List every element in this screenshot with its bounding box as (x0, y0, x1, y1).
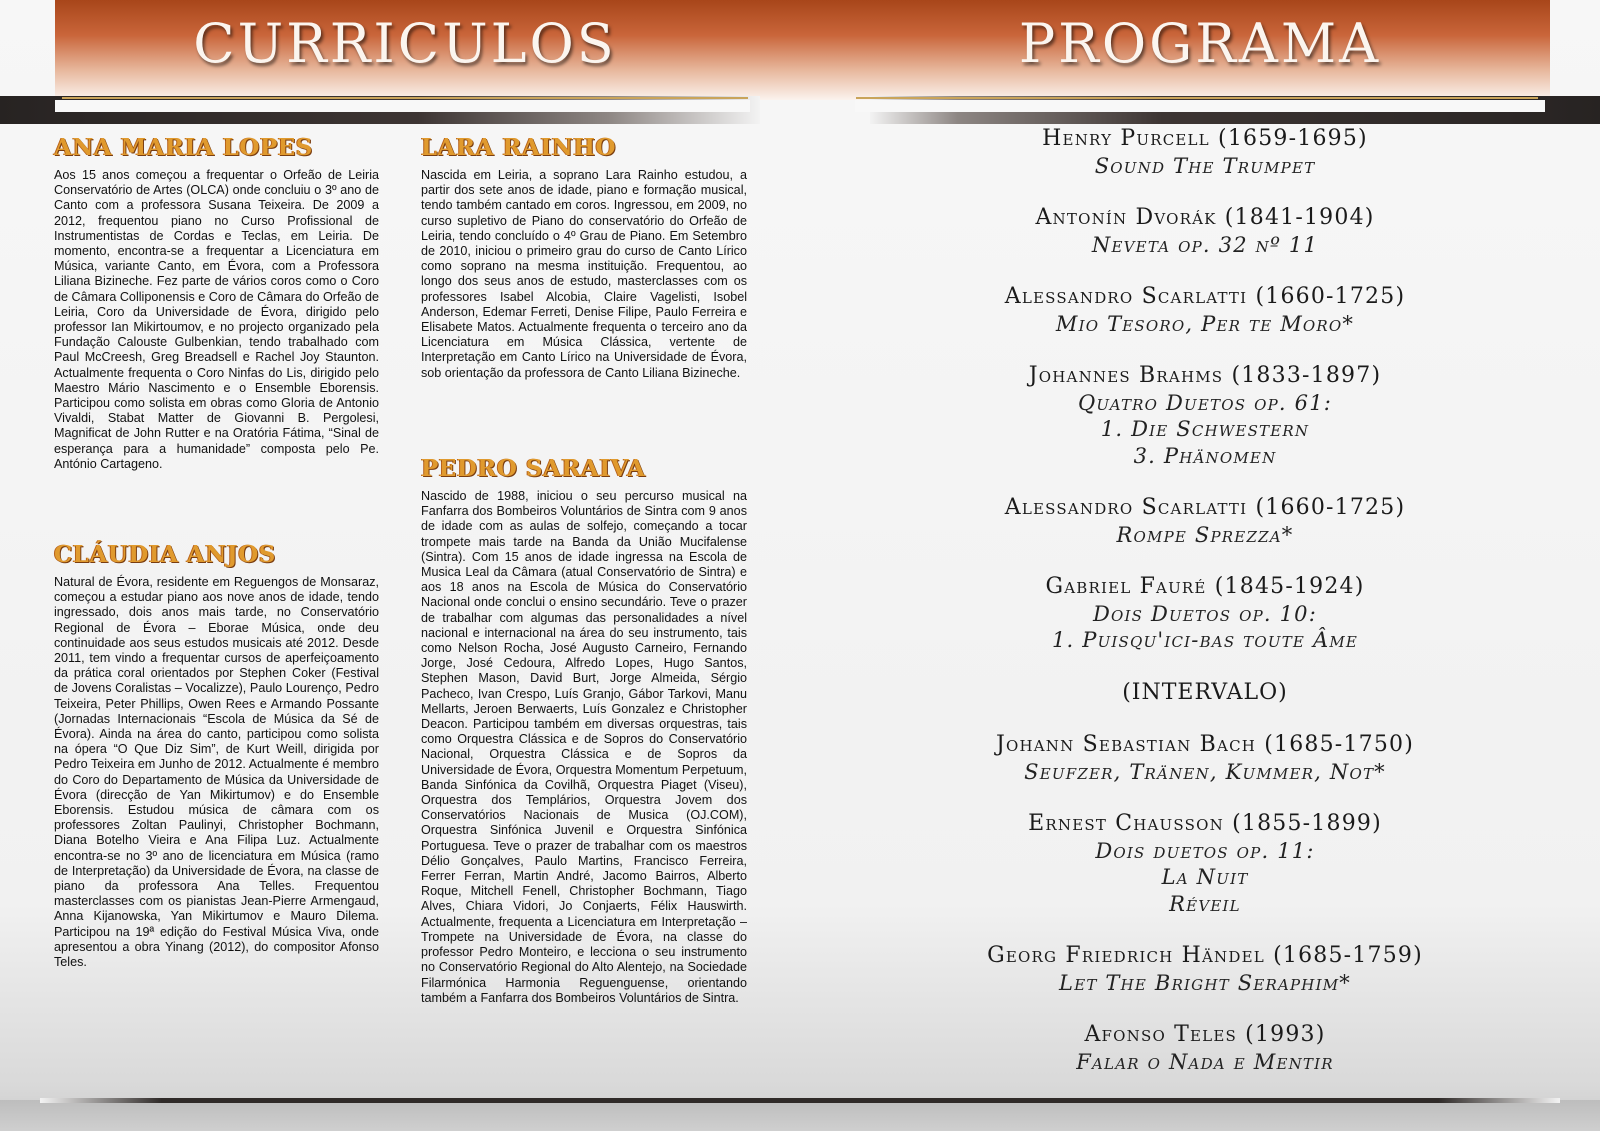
bio-claudia-anjos (54, 541, 379, 970)
bio-name: CLÁUDIA ANJOS (54, 541, 276, 568)
program-work: Sound The Trumpet (1094, 153, 1316, 178)
programa-title: PROGRAMA (1018, 12, 1382, 75)
program-composer: Henry Purcell (1659-1695) (1042, 126, 1368, 151)
program-work: Réveil (1169, 891, 1241, 916)
program-item (905, 943, 1505, 996)
program-work: Falar o Nada e Mentir (1076, 1049, 1334, 1074)
footer-dark-line (40, 1098, 1560, 1103)
bio-text: Nascido de 1988, iniciou o seu percurso musical na Fanfarra dos Bombeiros Voluntários de Sintra com 9 anos de idade com as aulas de solfejo, começando a tocar trompete mais tarde na Banda da União Mucifalense (Sintra). Com 15 anos de idade ingressa na Escola de Musica Leal da Câmara (atual Conservatório de Sintra) e aos 18 anos na Escola de Música do Conservatório Nacional onde conclui o ensino secundário. Teve o prazer de trabalhar com algumas das personalidades a nível nacional e internacional na área do seu instrumento, tais como Nelson Rocha, José Augusto Carneiro, Fernando Jorge, José Cedoura, Alfredo Lopes, Hugo Santos, Stephen Mason, David Burt, Jorge Almeida, Sérgio Pacheco, Ivan Crespo, Luís Granjo, Gábor Tarkovi, Manu Mellarts, Jeroen Berwaerts, Luís Gonzalez e Christopher Deacon. Participou também em diversas orquestras, tais como Orquestra Clássica e de Sopros do Conservatório Nacional, Orquestra Clássica e de Sopros da Universidade de Évora, Orquestra Momentum Perpetuum, Banda Sinfónica da Covilhã, Orquestra Piaget (Viseu), Orquestra dos Templários, Orquestra Jovem dos Conservatórios Nacionais de Musica (OJ.COM), Orquestra Sinfónica Juvenil e Orquestra Sinfónica Portuguesa. Teve o prazer de trabalhar com os maestros Délio Gonçalves, Paulo Martins, Francisco Ferreira, Ferrer Ferran, Martin André, Jacomo Bairros, Alberto Roque, Mitchell Fenell, Christopher Bochmann, Tiago Alves, Chiara Vidori, Jo Conjaerts, Félix Hauswirth. Actualmente, frequenta a Licenciatura em Interpretação – Trompete na Universidade de Évora, na classe do professor Pedro Monteiro, e lecciona o seu instrumento no Conservatório Regional do Alto Alentejo, na Sociedade Filarmónica Harmonia Reguenguense, orientando também a Fanfarra dos Bombeiros Voluntários de Sintra. (421, 489, 747, 1005)
gold-divider-left (62, 97, 748, 99)
program-composer: Georg Friedrich Händel (1685-1759) (987, 943, 1423, 968)
bio-text: Nascida em Leiria, a soprano Lara Rainho estudou, a partir dos sete anos de idade, piano e formação musical, tendo também cantado em coros. Ingressou, em 2009, no curso supletivo de Piano do conservatório do Orfeão de Leiria, tendo concluído o 4º Grau de Piano. Em Setembro de 2010, iniciou o primeiro grau do curso de Canto Lírico como soprano na mesma instituição. Frequentou, ao longo dos seus anos de estudo, masterclasses com os professores Isabel Alcobia, Claire Vagelisti, Isobel Anderson, Edemar Ferreti, Denise Filipe, Paulo Ferreira e Elisabete Matos. Actualmente frequenta o terceiro ano da Licenciatura em Música Clássica, vertente de Interpretação em Canto Lírico na Universidade de Évora, sob orientação da professora de Canto Liliana Bizineche. (421, 168, 747, 380)
program-item (905, 284, 1505, 337)
gold-divider-right (856, 97, 1538, 99)
program-composer: Afonso Teles (1993) (1084, 1022, 1326, 1047)
program-composer: Johannes Brahms (1833-1897) (1028, 363, 1382, 388)
bio-name: PEDRO SARAIVA (421, 455, 646, 482)
program-work: 1. Die Schwestern (1100, 417, 1310, 441)
header-strip-left (55, 100, 750, 112)
program-composer: Johann Sebastian Bach (1685-1750) (995, 732, 1415, 757)
program-item (905, 1022, 1505, 1075)
program-work: Let The Bright Seraphim* (1059, 970, 1351, 995)
program-work: Dois duetos op. 11: (1095, 838, 1315, 863)
program-item (905, 495, 1505, 548)
bio-text: Aos 15 anos começou a frequentar o Orfeão de Leiria Conservatório de Artes (OLCA) onde concluiu o 3º ano de Canto com a professora Susana Teixeira. De 2009 a 2012, frequentou piano no Curso Profissional de Instrumentistas de Cordas e Teclas, em Leiria. De momento, encontra-se a frequentar a Licenciatura em Música, variante Canto, em Évora, com a Professora Liliana Bizineche. Fez parte de vários coros como o Coro de Câmara Colliponensis e Coro de Câmara do Orfeão de Leiria, Coro da Universidade de Évora, dirigido pelo professor Ian Mikirtoumov, e no projecto organizado pela Fundação Calouste Gulbenkian, tendo trabalhado com Paul McCreesh, Greg Breadsell e Rachel Joy Staunton. Actualmente frequenta o Coro Ninfas do Lis, dirigido pelo Maestro Mário Nascimento e o Ensemble Eborensis. Participou como solista em obras como Gloria de Antonio Vivaldi, Stabat Matter de Giovanni B. Pergolesi, Magnificat de John Rutter e na Oratória Fátima, “Sinal de esperança para a humanidade” composta pelo Pe. António Cartageno. (54, 168, 379, 471)
program-work: Quatro Duetos op. 61: (1077, 390, 1333, 415)
bio-ana-maria-lopes (54, 134, 379, 472)
program-item (905, 205, 1505, 258)
program-work: Dois Duetos op. 10: (1092, 601, 1318, 626)
program-work: Neveta op. 32 nº 11 (1091, 232, 1319, 257)
bio-name: ANA MARIA LOPES (54, 134, 313, 161)
program-work: Mio Tesoro, Per te Moro* (1055, 311, 1355, 336)
bio-name: LARA RAINHO (421, 134, 616, 161)
curriculos-title: CURRICULOS (193, 12, 617, 75)
program-work: La Nuit (1161, 865, 1249, 889)
bio-lara-rainho (421, 134, 747, 381)
program-work: 1. Puisqu'ici-bas toute Âme (1051, 628, 1359, 652)
program-work: 3. Phänomen (1133, 443, 1277, 468)
program-item (905, 574, 1505, 654)
program-interval: (INTERVALO) (1122, 679, 1288, 705)
program-item (905, 732, 1505, 785)
program-composer: Antonín Dvorák (1841-1904) (1035, 205, 1375, 230)
program-work: Rompe Sprezza* (1116, 522, 1294, 547)
program-composer: Ernest Chausson (1855-1899) (1028, 811, 1382, 836)
bio-pedro-saraiva (421, 455, 747, 1006)
program-list (905, 126, 1505, 1101)
program-item (905, 811, 1505, 917)
bio-text: Natural de Évora, residente em Reguengos de Monsaraz, começou a estudar piano aos nove anos de idade, tendo ingressado, dois anos mais tarde, no Conservatório Regional de Évora – Eborae Música, onde deu continuidade aos seus estudos musicais até 2012. Desde 2011, tem vindo a frequentar cursos de aperfeiçoamento da prática coral orientados por Stephen Coker (Festival de Jovens Coralistas – Vocalizze), Paulo Lourenço, Pedro Teixeira, Peter Phillips, Owen Rees e Armando Possante (Jornadas Internacionais “Escola de Música da Sé de Évora). Ainda na área do canto, participou como solista na ópera “O Que Diz Sim”, de Kurt Weill, dirigida por Pedro Teixeira em Junho de 2012. Actualmente é membro do Coro do Departamento de Música da Universidade de Évora (direcção de Yan Mikirtumov) e do Ensemble Eborensis. Estudou música de câmara com os professores Zoltan Paulinyi, Christopher Bochmann, Diana Botelho Vieira e Ana Filipa Luz. Actualmente encontra-se no 3º ano de licenciatura em Música (ramo de Interpretação) da Universidade de Évora, na classe de piano da professora Ana Telles. Frequentou masterclasses com os pianistas Jean-Pierre Armengaud, Anna Kijanowska, Yan Mikirtumov e Mauro Dilema. Participou na 19ª edição do Festival Música Viva, onde apresentou a obra Yinang (2012), do compositor Afonso Teles. (54, 575, 379, 970)
program-composer: Alessandro Scarlatti (1660-1725) (1004, 495, 1406, 520)
program-work: Seufzer, Tränen, Kummer, Not* (1024, 759, 1386, 784)
program-composer: Gabriel Fauré (1845-1924) (1045, 574, 1365, 599)
footer-band (0, 1100, 1600, 1131)
header-strip-right (855, 100, 1545, 112)
program-item (905, 126, 1505, 179)
program-composer: Alessandro Scarlatti (1660-1725) (1004, 284, 1406, 309)
program-item (905, 363, 1505, 469)
